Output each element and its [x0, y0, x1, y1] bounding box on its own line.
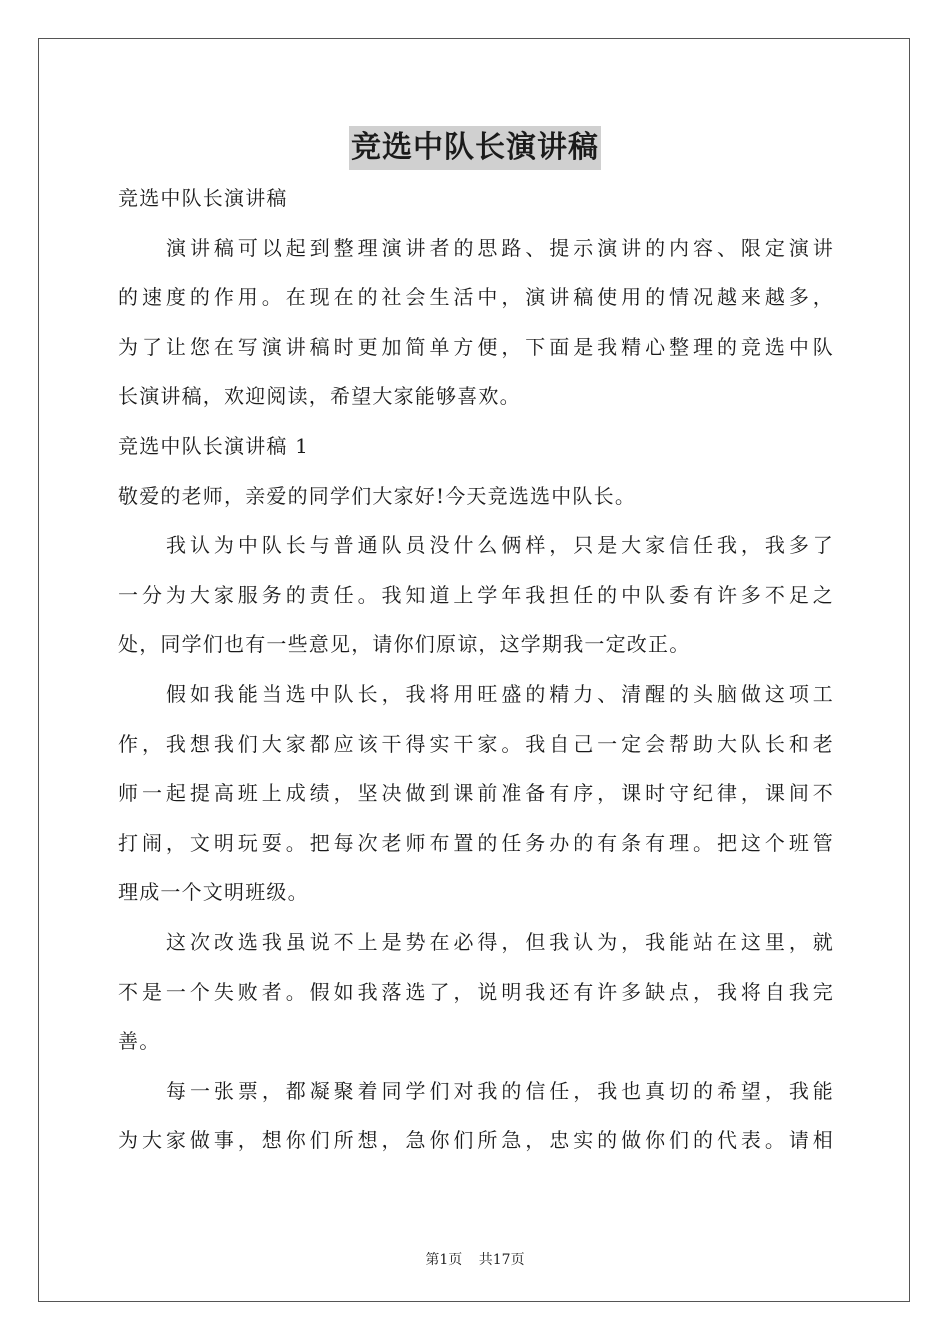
paragraph-line: 不是一个失败者。假如我落选了，说明我还有许多缺点，我将自我完 [118, 979, 834, 1004]
paragraph-line: 打闹，文明玩耍。把每次老师布置的任务办的有条有理。把这个班管 [118, 830, 834, 855]
paragraph-line: 每一张票，都凝聚着同学们对我的信任，我也真切的希望，我能 [166, 1078, 834, 1103]
page-total: 共17页 [478, 1252, 525, 1268]
paragraph-line: 长演讲稿，欢迎阅读，希望大家能够喜欢。 [118, 384, 521, 409]
paragraph-line: 我认为中队长与普通队员没什么俩样，只是大家信任我，我多了 [166, 533, 834, 558]
paragraph-line: 理成一个文明班级。 [118, 880, 309, 905]
paragraph-line: 一分为大家服务的责任。我知道上学年我担任的中队委有许多不足之 [118, 582, 834, 607]
paragraph-line: 演讲稿可以起到整理演讲者的思路、提示演讲的内容、限定演讲 [166, 235, 834, 260]
paragraph-line: 师一起提高班上成绩，坚决做到课前准备有序，课时守纪律，课间不 [118, 781, 834, 806]
page-number: 第1页 [425, 1252, 463, 1268]
section-heading: 竞选中队长演讲稿 1 [118, 433, 310, 458]
paragraph-line: 为大家做事，想你们所想，急你们所急，忠实的做你们的代表。请相 [118, 1128, 834, 1153]
paragraph-line: 这次改选我虽说不上是势在必得，但我认为，我能站在这里，就 [166, 929, 834, 954]
page-footer [0, 1250, 950, 1270]
subtitle-line: 竞选中队长演讲稿 [118, 186, 288, 210]
document-body [118, 174, 834, 1166]
paragraph-line: 敬爱的老师，亲爱的同学们大家好!今天竞选选中队长。 [118, 483, 637, 508]
document-title: 竞选中队长演讲稿 [349, 126, 601, 170]
paragraph-line: 为了让您在写演讲稿时更加简单方便，下面是我精心整理的竞选中队 [118, 334, 834, 359]
paragraph-line: 作，我想我们大家都应该干得实干家。我自己一定会帮助大队长和老 [118, 731, 834, 756]
title-container [0, 126, 950, 170]
paragraph-line: 假如我能当选中队长，我将用旺盛的精力、清醒的头脑做这项工 [166, 681, 834, 706]
paragraph-line: 处，同学们也有一些意见，请你们原谅，这学期我一定改正。 [118, 632, 691, 657]
paragraph-line: 善。 [118, 1029, 161, 1054]
paragraph-line: 的速度的作用。在现在的社会生活中，演讲稿使用的情况越来越多， [118, 285, 834, 310]
